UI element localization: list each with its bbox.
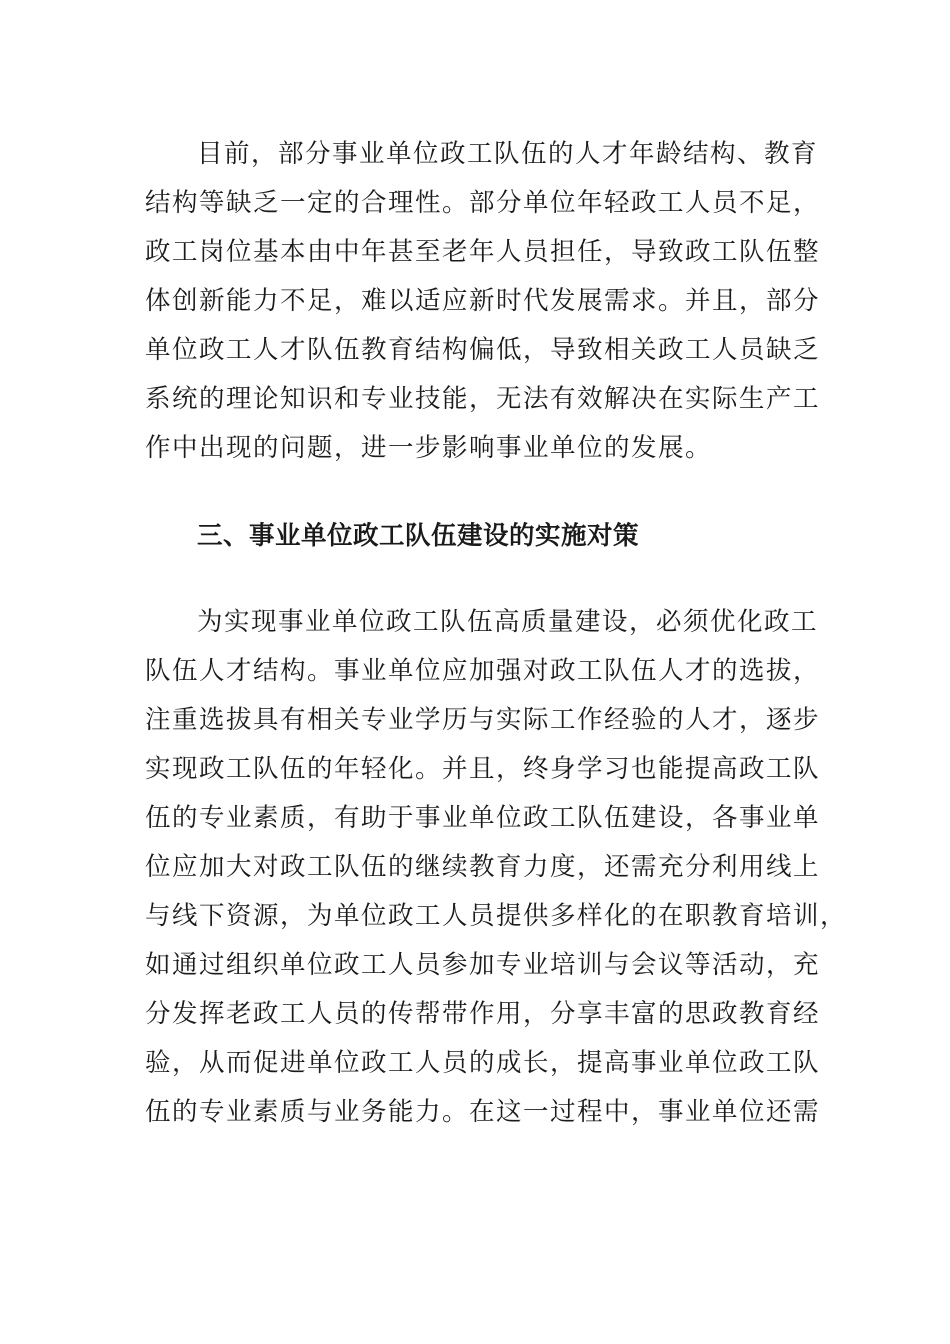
paragraph-2-line-10: 验，从而促进单位政工人员的成长，提高事业单位政工队 <box>145 1048 821 1078</box>
paragraph-2-line-8: 如通过组织单位政工人员参加专业培训与会议等活动，充 <box>145 950 821 980</box>
paragraph-2-line-4: 实现政工队伍的年轻化。并且，终身学习也能提高政工队 <box>145 754 821 784</box>
paragraph-2-line-9: 分发挥老政工人员的传帮带作用，分享丰富的思政教育经 <box>145 999 821 1029</box>
section-heading: 三、事业单位政工队伍建设的实施对策 <box>197 521 640 551</box>
paragraph-2-line-2: 队伍人才结构。事业单位应加强对政工队伍人才的选拔， <box>145 656 821 686</box>
paragraph-1-line-1: 目前，部分事业单位政工队伍的人才年龄结构、教育 <box>197 139 819 169</box>
paragraph-1-line-2: 结构等缺乏一定的合理性。部分单位年轻政工人员不足， <box>145 188 821 218</box>
paragraph-1-line-7: 作中出现的问题，进一步影响事业单位的发展。 <box>145 433 713 463</box>
paragraph-1-line-6: 系统的理论知识和专业技能，无法有效解决在实际生产工 <box>145 384 821 414</box>
paragraph-2-line-1: 为实现事业单位政工队伍高质量建设，必须优化政工 <box>197 607 819 637</box>
paragraph-2-line-11: 伍的专业素质与业务能力。在这一过程中，事业单位还需 <box>145 1097 821 1127</box>
paragraph-1-line-3: 政工岗位基本由中年甚至老年人员担任，导致政工队伍整 <box>145 237 821 267</box>
paragraph-2-line-7: 与线下资源，为单位政工人员提供多样化的在职教育培训， <box>145 901 848 931</box>
paragraph-1-line-5: 单位政工人才队伍教育结构偏低，导致相关政工人员缺乏 <box>145 335 821 365</box>
paragraph-2-line-3: 注重选拔具有相关专业学历与实际工作经验的人才，逐步 <box>145 705 821 735</box>
paragraph-2-line-6: 位应加大对政工队伍的继续教育力度，还需充分利用线上 <box>145 852 821 882</box>
paragraph-2-line-5: 伍的专业素质，有助于事业单位政工队伍建设，各事业单 <box>145 803 821 833</box>
paragraph-1-line-4: 体创新能力不足，难以适应新时代发展需求。并且，部分 <box>145 286 821 316</box>
